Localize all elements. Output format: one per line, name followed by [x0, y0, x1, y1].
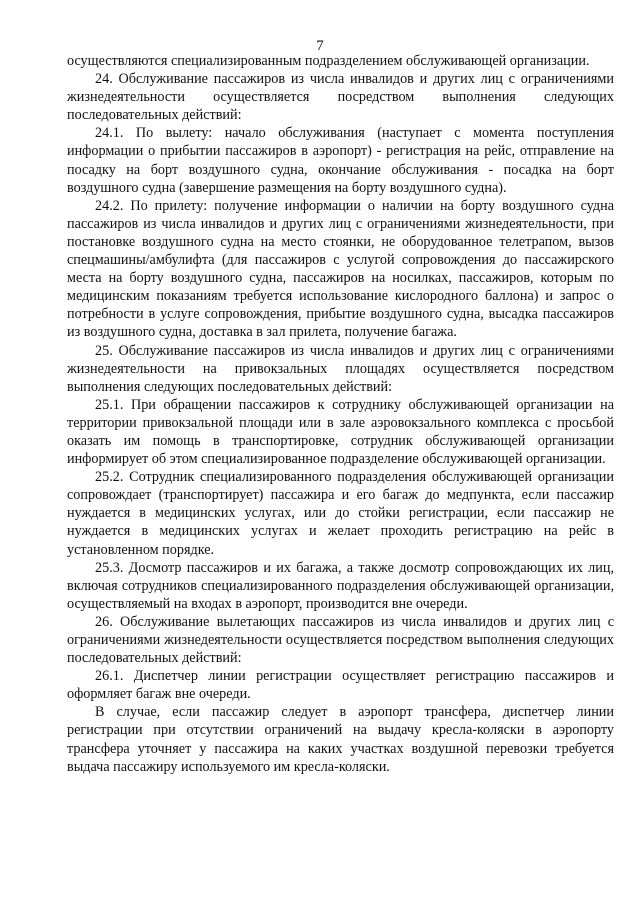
document-body [67, 52, 614, 776]
paragraph-25-1: 25.1. При обращении пассажиров к сотруднику обслуживающей организации на территории привокзальной площади или в зале аэровокзального комплекса с просьбой оказать им помощь в транспортировке, сотрудник обслуживающей организации информирует об этом специализированное подразделение обслуживающей организации. [67, 396, 614, 468]
paragraph-26: 26. Обслуживание вылетающих пассажиров из числа инвалидов и других лиц с ограничениями жизнедеятельности осуществляется посредством выполнения следующих последовательных действий: [67, 613, 614, 667]
paragraph-24-1: 24.1. По вылету: начало обслуживания (наступает с момента поступления информации о прибытии пассажиров в аэропорт) - регистрация на рейс, отправление на посадку на борт воздушного судна, окончание обслуживания - посадка на борт воздушного судна (завершение размещения на борту воздушного судна). [67, 125, 614, 196]
paragraph-25-2: 25.2. Сотрудник специализированного подразделения обслуживающей организации сопровождает (транспортирует) пассажира и его багаж до медпункта, если пассажир нуждается в медицинских услугах, или до стойки регистрации, если пассажир не нуждается в медицинских услугах и желает проходить регистрацию на рейс в установленном порядке. [67, 469, 614, 558]
paragraph-26-1-transfer: В случае, если пассажир следует в аэропорт трансфера, диспетчер линии регистрации при отсутствии ограничений на выдачу кресла-коляски в аэропорту трансфера уточняет у пассажира на каких участках воздушной перевозки требуется выдача пассажиру используемого им кресла-коляски. [67, 704, 614, 775]
paragraph-26-1: 26.1. Диспетчер линии регистрации осуществляет регистрацию пассажиров и оформляет багаж вне очереди. [67, 668, 614, 703]
paragraph-24-2: 24.2. По прилету: получение информации о наличии на борту воздушного судна пассажиров из числа инвалидов и других лиц с ограничениями жизнедеятельности, при постановке воздушного судна на место стоянки, не оборудованное телетрапом, вызов спецмашины/амбулифта (для пассажиров с услугой сопровождения до пассажирского места на борту воздушного судна, пассажиров на носилках, пассажиров, которым по медицинским показаниям требуется использование кислородного баллона) и запрос о потребности в услуге сопровождения, прибытие воздушного судна, высадка пассажиров из воздушного судна, доставка в зал прилета, получение багажа. [67, 197, 614, 341]
paragraph-continuation: осуществляются специализированным подразделением обслуживающей организации. [67, 53, 590, 69]
paragraph-24: 24. Обслуживание пассажиров из числа инвалидов и других лиц с ограничениями жизнедеятельности осуществляется посредством выполнения следующих последовательных действий: [67, 71, 614, 124]
paragraph-25-3: 25.3. Досмотр пассажиров и их багажа, а также досмотр сопровождающих их лиц, включая сотрудников специализированного подразделения обслуживающей организации, осуществляемый на входах в аэропорт, производится вне очереди. [67, 559, 614, 612]
paragraph-25: 25. Обслуживание пассажиров из числа инвалидов и других лиц с ограничениями жизнедеятельности на привокзальных площадях осуществляется посредством выполнения следующих последовательных действий: [67, 342, 614, 395]
page-number: 7 [316, 38, 324, 54]
